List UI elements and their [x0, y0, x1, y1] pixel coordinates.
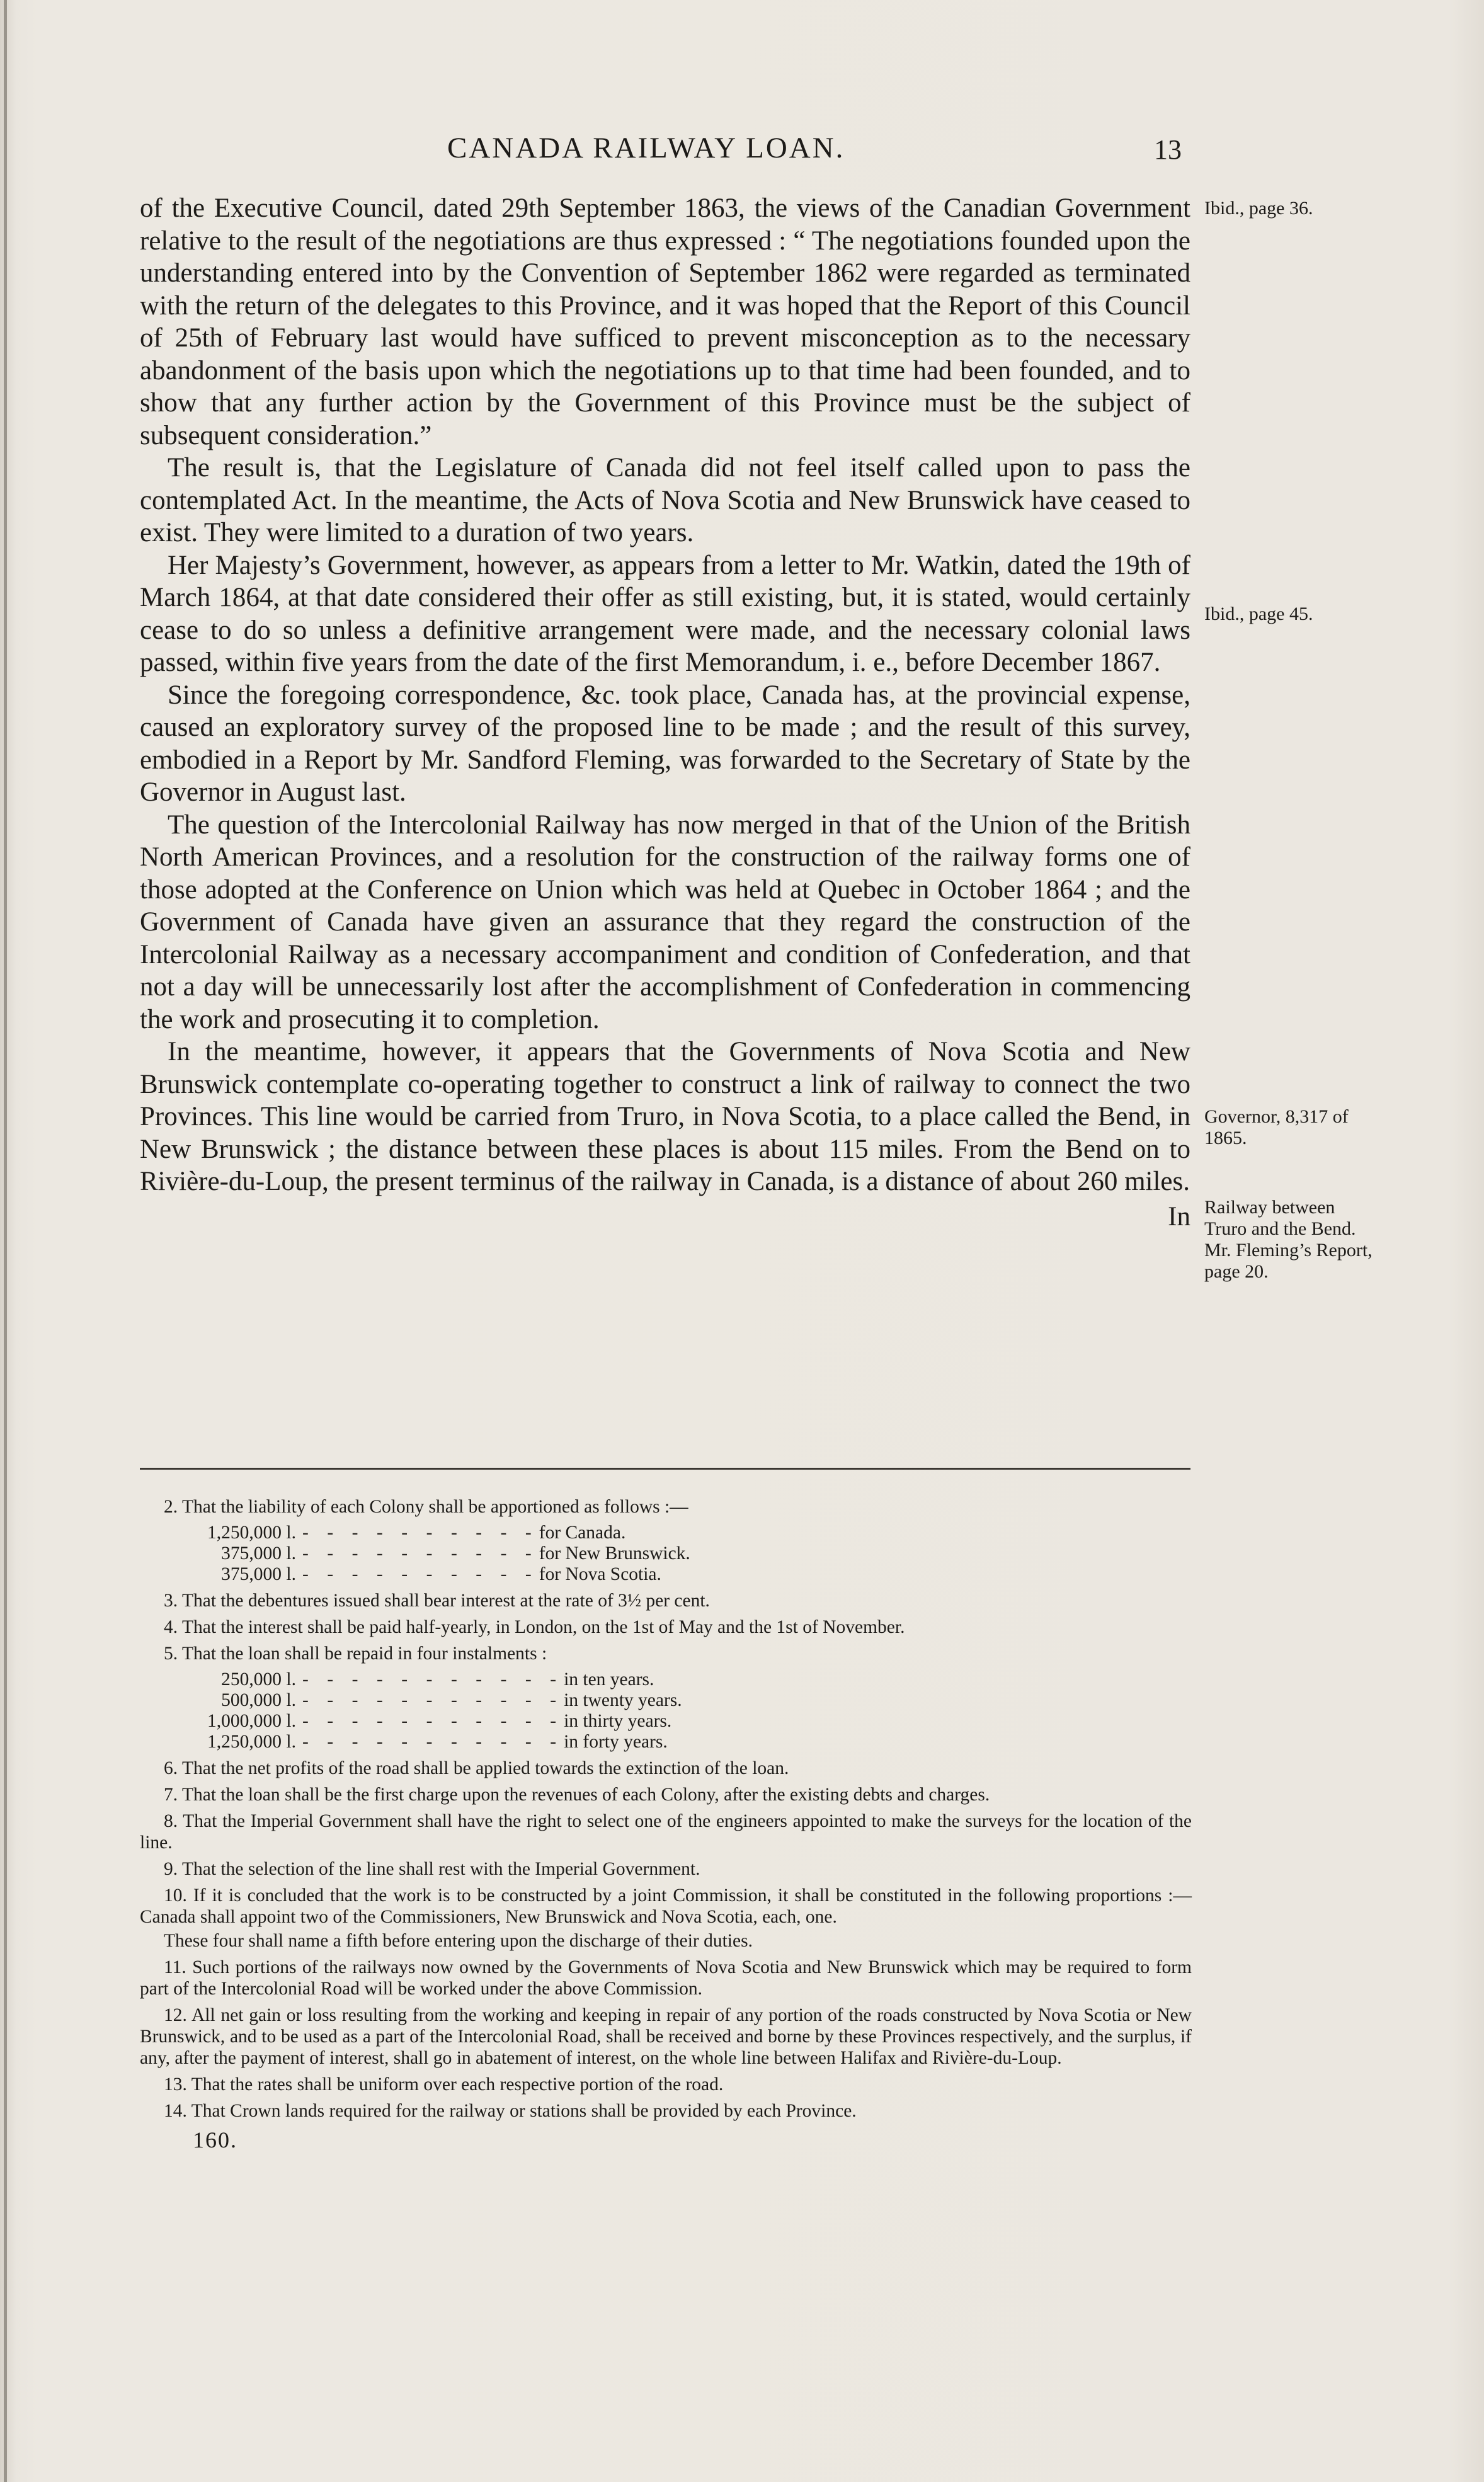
- marginal-note-ibid-36: Ibid., page 36.: [1204, 198, 1313, 219]
- note-5-intro: 5. That the loan shall be repaid in four instalments :: [164, 1644, 547, 1664]
- paragraph-4: Since the foregoing correspondence, &c. took place, Canada has, at the provincial expense, caused an exploratory survey of the proposed line to be made ; and the result of this survey, embodied in a Report by Mr. Sandford Fleming, was forwarded to the Secretary of State by the Governor in August last.: [140, 680, 1190, 807]
- allocation-amount: 1,250,000 l.: [207, 1523, 296, 1543]
- allocation-desc: for New Brunswick.: [539, 1543, 690, 1564]
- instalment-row: [140, 1669, 1192, 1690]
- allocation-row: [140, 1523, 1192, 1543]
- allocation-desc: for Canada.: [539, 1523, 626, 1543]
- note-2-intro: 2. That the liability of each Colony shall be apportioned as follows :—: [164, 1497, 688, 1517]
- footnotes: [140, 1496, 1192, 2153]
- paragraph-6: In the meantime, however, it appears that the Governments of Nova Scotia and New Brunswick contemplate co-operating together to construct a link of railway to connect the two Provinces. This line would be carried from Truro, in Nova Scotia, to a place called the Bend, in New Brunswick ; the distance between these places is about 115 miles. From the Bend on to Rivière-du-Loup, the present terminus of the railway in Canada, is a distance of about 260 miles.: [140, 1037, 1190, 1196]
- instalment-amount: 250,000 l.: [221, 1669, 296, 1690]
- leader-dashes: - - - - - - - - - -: [302, 1564, 532, 1584]
- page-number: 13: [1154, 134, 1182, 165]
- instalment-amount: 500,000 l.: [221, 1690, 296, 1710]
- marginal-note-railway-truro: Railway between Truro and the Bend. Mr. Fleming’s Report, page 20.: [1204, 1197, 1373, 1282]
- note-6: 6. That the net profits of the road shall be applied towards the extinction of the loan.: [164, 1758, 789, 1778]
- binding-edge: [4, 0, 7, 2482]
- leader-dashes: - - - - - - - - - - -: [302, 1732, 557, 1752]
- leader-dashes: - - - - - - - - - -: [302, 1543, 532, 1564]
- instalment-row: [140, 1732, 1192, 1753]
- instalment-desc: in twenty years.: [564, 1690, 682, 1710]
- note-13: 13. That the rates shall be uniform over each respective portion of the road.: [164, 2074, 724, 2095]
- catchword: In: [1168, 1201, 1190, 1232]
- leader-dashes: - - - - - - - - - - -: [302, 1669, 557, 1690]
- note-7: 7. That the loan shall be the first charge upon the revenues of each Colony, after the existing debts and charges.: [164, 1785, 990, 1805]
- paragraph-2: The result is, that the Legislature of Canada did not feel itself called upon to pass the contemplated Act. In the meantime, the Acts of Nova Scotia and New Brunswick have ceased to exist. They were limited to a duration of two years.: [140, 453, 1190, 547]
- instalment-list: [140, 1669, 1192, 1753]
- footnote-divider: [140, 1468, 1190, 1470]
- marginal-note-governor: Governor, 8,317 of 1865.: [1204, 1106, 1349, 1148]
- paragraph-5: The question of the Intercolonial Railway has now merged in that of the Union of the British North American Provinces, and a resolution for the construction of the railway forms one of those adopted at the Conference on Union which was held at Quebec in October 1864 ; and the Government of Canada have given an assurance that they regard the construction of the Intercolonial Railway as a necessary accompaniment and condition of Confederation, and that not a day will be unnecessarily lost after the accomplishment of Confederation in commencing the work and prosecuting it to completion.: [140, 809, 1190, 1034]
- leader-dashes: - - - - - - - - - - -: [302, 1690, 557, 1710]
- main-text: [140, 192, 1190, 1233]
- note-8: 8. That the Imperial Government shall have the right to select one of the engineers appointed to make the surveys for the location of the line.: [140, 1811, 1192, 1853]
- allocation-amount: 375,000 l.: [221, 1564, 296, 1584]
- note-4: 4. That the interest shall be paid half-yearly, in London, on the 1st of May and the 1st of November.: [164, 1617, 905, 1637]
- signature-mark: 160.: [193, 2127, 237, 2153]
- paragraph-3: Her Majesty’s Government, however, as appears from a letter to Mr. Watkin, dated the 19th of March 1864, at that date considered their offer as still existing, but, it is stated, would certainly cease to do so unless a definitive arrangement were made, and the necessary colonial laws passed, within five years from the date of the first Memorandum, i. e., before December 1867.: [140, 550, 1190, 677]
- note-10: 10. If it is concluded that the work is to be constructed by a joint Commission, it shall be constituted in the following proportions :—Canada shall appoint two of the Commissioners, New Brunswick and Nova Scotia, each, one.: [140, 1885, 1192, 1927]
- note-3: 3. That the debentures issued shall bear interest at the rate of 3½ per cent.: [164, 1591, 710, 1611]
- instalment-desc: in thirty years.: [564, 1711, 672, 1731]
- allocation-desc: for Nova Scotia.: [539, 1564, 661, 1584]
- instalment-amount: 1,250,000 l.: [207, 1732, 296, 1752]
- allocation-amount: 375,000 l.: [221, 1543, 296, 1564]
- instalment-row: [140, 1711, 1192, 1732]
- allocation-row: [140, 1543, 1192, 1564]
- note-14: 14. That Crown lands required for the railway or stations shall be provided by each Province.: [164, 2101, 857, 2121]
- note-12: 12. All net gain or loss resulting from the working and keeping in repair of any portion of the roads constructed by Nova Scotia or New Brunswick, and to be used as a part of the Intercolonial Road, shall be received and borne by these Provinces respectively, and the surplus, if any, after the payment of interest, shall go in abatement of interest, on the whole line between Halifax and Rivière-du-Loup.: [140, 2005, 1192, 2068]
- allocation-list: [140, 1523, 1192, 1585]
- running-head: [139, 131, 1190, 169]
- leader-dashes: - - - - - - - - - - -: [302, 1711, 557, 1731]
- note-11: 11. Such portions of the railways now owned by the Governments of Nova Scotia and New Brunswick which may be required to form part of the Intercolonial Road will be worked under the above Commission.: [140, 1957, 1192, 1999]
- instalment-amount: 1,000,000 l.: [207, 1711, 296, 1731]
- running-title: CANADA RAILWAY LOAN.: [447, 132, 845, 164]
- instalment-row: [140, 1690, 1192, 1711]
- allocation-row: [140, 1564, 1192, 1585]
- instalment-desc: in forty years.: [564, 1732, 668, 1752]
- paragraph-1: of the Executive Council, dated 29th September 1863, the views of the Canadian Government relative to the result of the negotiations are thus expressed : “ The negotiations founded upon the understanding entered into by the Convention of September 1862 were regarded as terminated with the return of the delegates to this Province, and it was hoped that the Report of this Council of 25th of February last would have sufficed to prevent misconception as to the necessary abandonment of the basis upon which the negotiations up to that time had been founded, and to show that any further action by the Government of this Province must be the subject of subsequent consideration.”: [140, 193, 1190, 450]
- note-10-continued: These four shall name a fifth before entering upon the discharge of their duties.: [164, 1931, 753, 1951]
- note-9: 9. That the selection of the line shall rest with the Imperial Government.: [164, 1859, 700, 1879]
- instalment-desc: in ten years.: [564, 1669, 654, 1690]
- marginal-note-ibid-45: Ibid., page 45.: [1204, 603, 1313, 624]
- leader-dashes: - - - - - - - - - -: [302, 1523, 532, 1543]
